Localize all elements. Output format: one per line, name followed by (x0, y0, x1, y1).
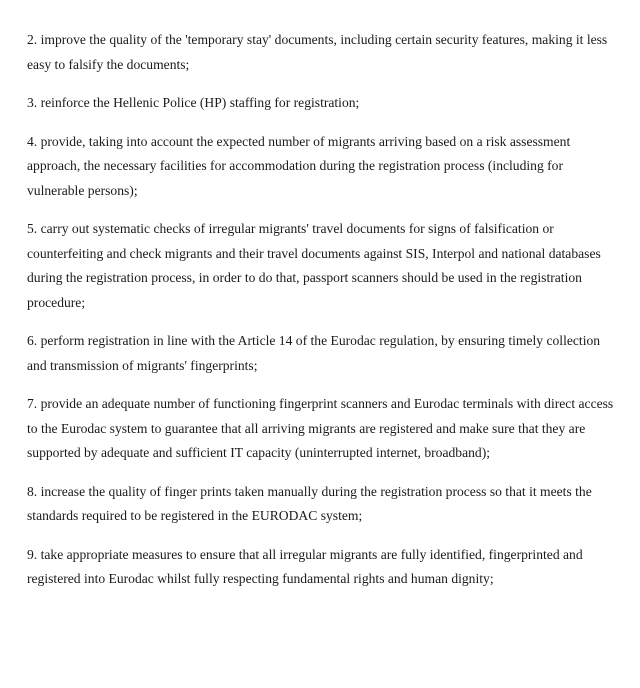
item-text: increase the quality of finger prints taken manually during the registration process so that it meets the standards required to be registered in the EURODAC system; (27, 483, 592, 523)
item-number: 6. (27, 333, 38, 348)
recommendations-list (27, 28, 617, 606)
item-text: improve the quality of the 'temporary stay' documents, including certain security features, making it less easy to falsify the documents; (27, 32, 608, 72)
item-text: provide an adequate number of functioning fingerprint scanners and Eurodac terminals with direct access to the Eurodac system to guarantee that all arriving migrants are registered and make sure that they are supported by adequate and sufficient IT capacity (uninterrupted internet, broadband); (27, 396, 614, 460)
item-number: 9. (27, 546, 38, 562)
item-number: 2. (27, 32, 38, 47)
list-item-3 (27, 91, 617, 116)
list-item-9 (27, 543, 617, 592)
item-text: reinforce the Hellenic Police (HP) staffing for registration; (40, 95, 360, 110)
item-text: provide, taking into account the expected number of migrants arriving based on a risk assessment approach, the necessary facilities for accommodation during the registration process (including for vulnerable persons); (27, 133, 571, 198)
item-number: 4. (27, 133, 38, 149)
list-item-2 (27, 28, 617, 77)
item-number: 5. (27, 221, 38, 236)
list-item-8 (27, 480, 617, 529)
item-text: carry out systematic checks of irregular migrants' travel documents for signs of falsification or counterfeiting and check migrants and their travel documents against SIS, Interpol and national databases during the registration process, in order to do that, passport scanners should be used in the registration procedure; (27, 221, 601, 310)
item-text: take appropriate measures to ensure that all irregular migrants are fully identified, fingerprinted and registered into Eurodac whilst fully respecting fundamental rights and human dignity; (27, 546, 583, 586)
list-item-4 (27, 130, 617, 204)
list-item-6 (27, 329, 617, 378)
item-number: 3. (27, 95, 38, 110)
item-text: perform registration in line with the Article 14 of the Eurodac regulation, by ensuring timely collection and transmission of migrants' fingerprints; (27, 333, 601, 373)
item-number: 8. (27, 483, 38, 499)
list-item-5 (27, 217, 617, 315)
list-item-7 (27, 392, 617, 466)
item-number: 7. (27, 396, 38, 411)
